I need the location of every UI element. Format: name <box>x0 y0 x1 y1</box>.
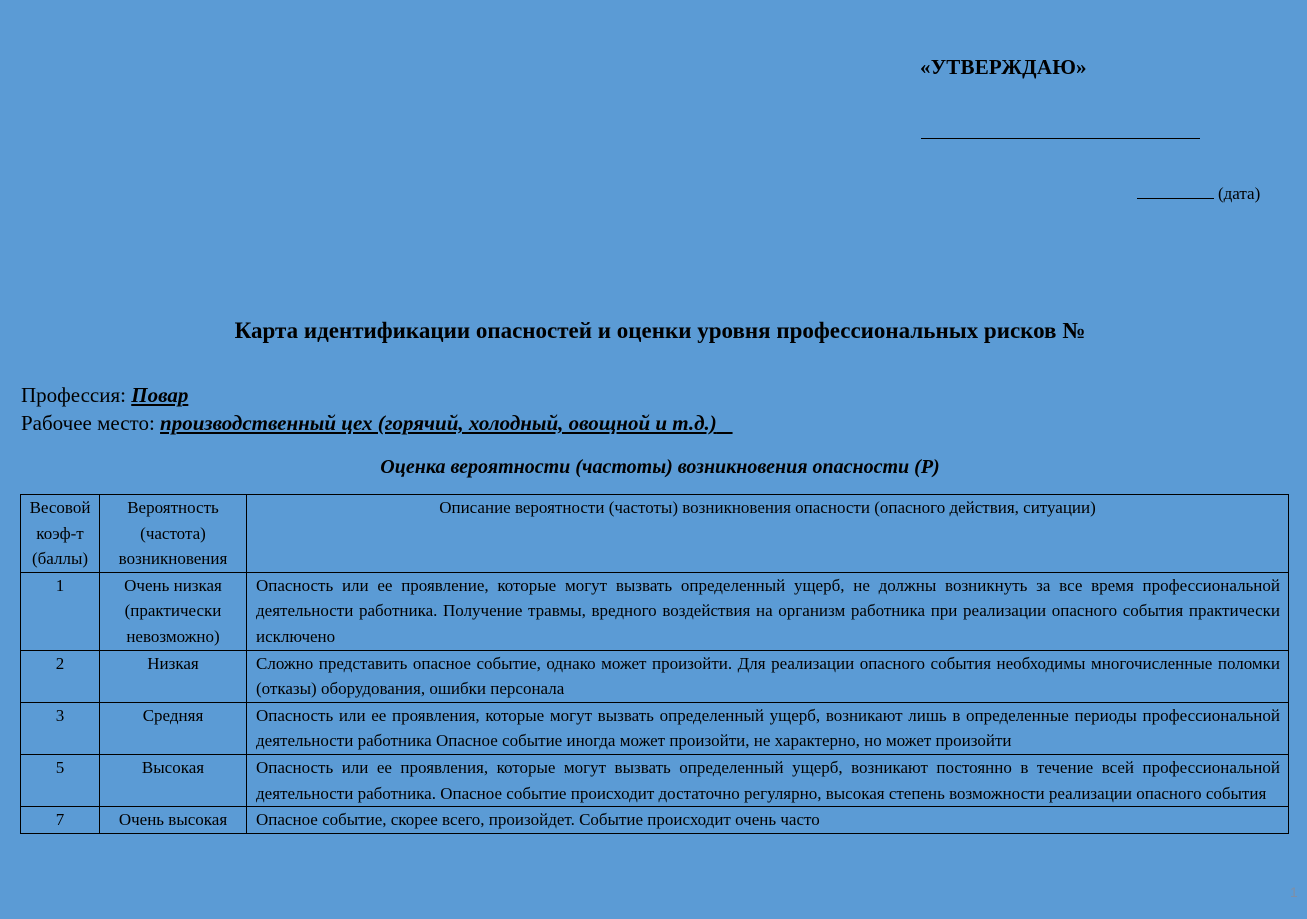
row-weight: 5 <box>21 754 100 806</box>
row-description: Опасность или ее проявление, которые могут вызвать определенный ущерб, не должны возникнуть за все время профессиональной деятельности работника. Получение травмы, вредного воздействия на организм работника при реализации опасного события практически исключено <box>247 572 1289 650</box>
row-description: Сложно представить опасное событие, однако может произойти. Для реализации опасного события необходимы многочисленные поломки (отказы) оборудования, ошибки персонала <box>247 650 1289 702</box>
table-row <box>21 572 1289 650</box>
row-probability: Высокая <box>100 754 247 806</box>
profession-value: Повар <box>131 383 189 407</box>
workplace-value <box>160 411 733 435</box>
document-title: Карта идентификации опасностей и оценки уровня профессиональных рисков № <box>234 318 1086 343</box>
row-weight: 2 <box>21 650 100 702</box>
approval-heading: «УТВЕРЖДАЮ» <box>920 55 1087 79</box>
signature-line <box>921 138 1200 139</box>
header-probability: Вероятность (частота) возникновения <box>100 495 247 573</box>
row-description: Опасность или ее проявления, которые могут вызвать определенный ущерб, возникают постоянно в течение всей профессиональной деятельности работника. Опасное событие происходит достаточно регулярно, высокая степень возможности реализации опасного события <box>247 754 1289 806</box>
section-title: Оценка вероятности (частоты) возникновения опасности (Р) <box>380 456 940 478</box>
table-header-row <box>21 495 1289 573</box>
date-blank-line <box>1137 180 1214 199</box>
profession-label: Профессия: <box>21 383 126 407</box>
row-probability: Очень высокая <box>100 807 247 834</box>
header-weight: Весовой коэф-т (баллы) <box>21 495 100 573</box>
row-probability: Очень низкая (практически невозможно) <box>100 572 247 650</box>
workplace-label: Рабочее место: <box>21 411 155 435</box>
profession-line <box>21 383 188 408</box>
workplace-value-text: производственный цех (горячий, холодный, овощной и т.д.) <box>160 411 717 435</box>
date-label: (дата) <box>1218 184 1261 203</box>
row-probability: Средняя <box>100 702 247 754</box>
page-number: 1 <box>1290 884 1298 900</box>
row-weight: 3 <box>21 702 100 754</box>
table-row <box>21 807 1289 834</box>
probability-table <box>20 494 1289 834</box>
row-weight: 7 <box>21 807 100 834</box>
row-probability: Низкая <box>100 650 247 702</box>
table-row <box>21 650 1289 702</box>
row-weight: 1 <box>21 572 100 650</box>
row-description: Опасное событие, скорее всего, произойдет. Событие происходит очень часто <box>247 807 1289 834</box>
row-description: Опасность или ее проявления, которые могут вызвать определенный ущерб, возникают лишь в определенные периоды профессиональной деятельности работника Опасное событие иногда может произойти, не характерно, но может произойти <box>247 702 1289 754</box>
table-row <box>21 702 1289 754</box>
approval-date <box>1137 180 1260 204</box>
header-description: Описание вероятности (частоты) возникновения опасности (опасного действия, ситуации) <box>247 495 1289 573</box>
table-row <box>21 754 1289 806</box>
workplace-line <box>21 411 733 436</box>
